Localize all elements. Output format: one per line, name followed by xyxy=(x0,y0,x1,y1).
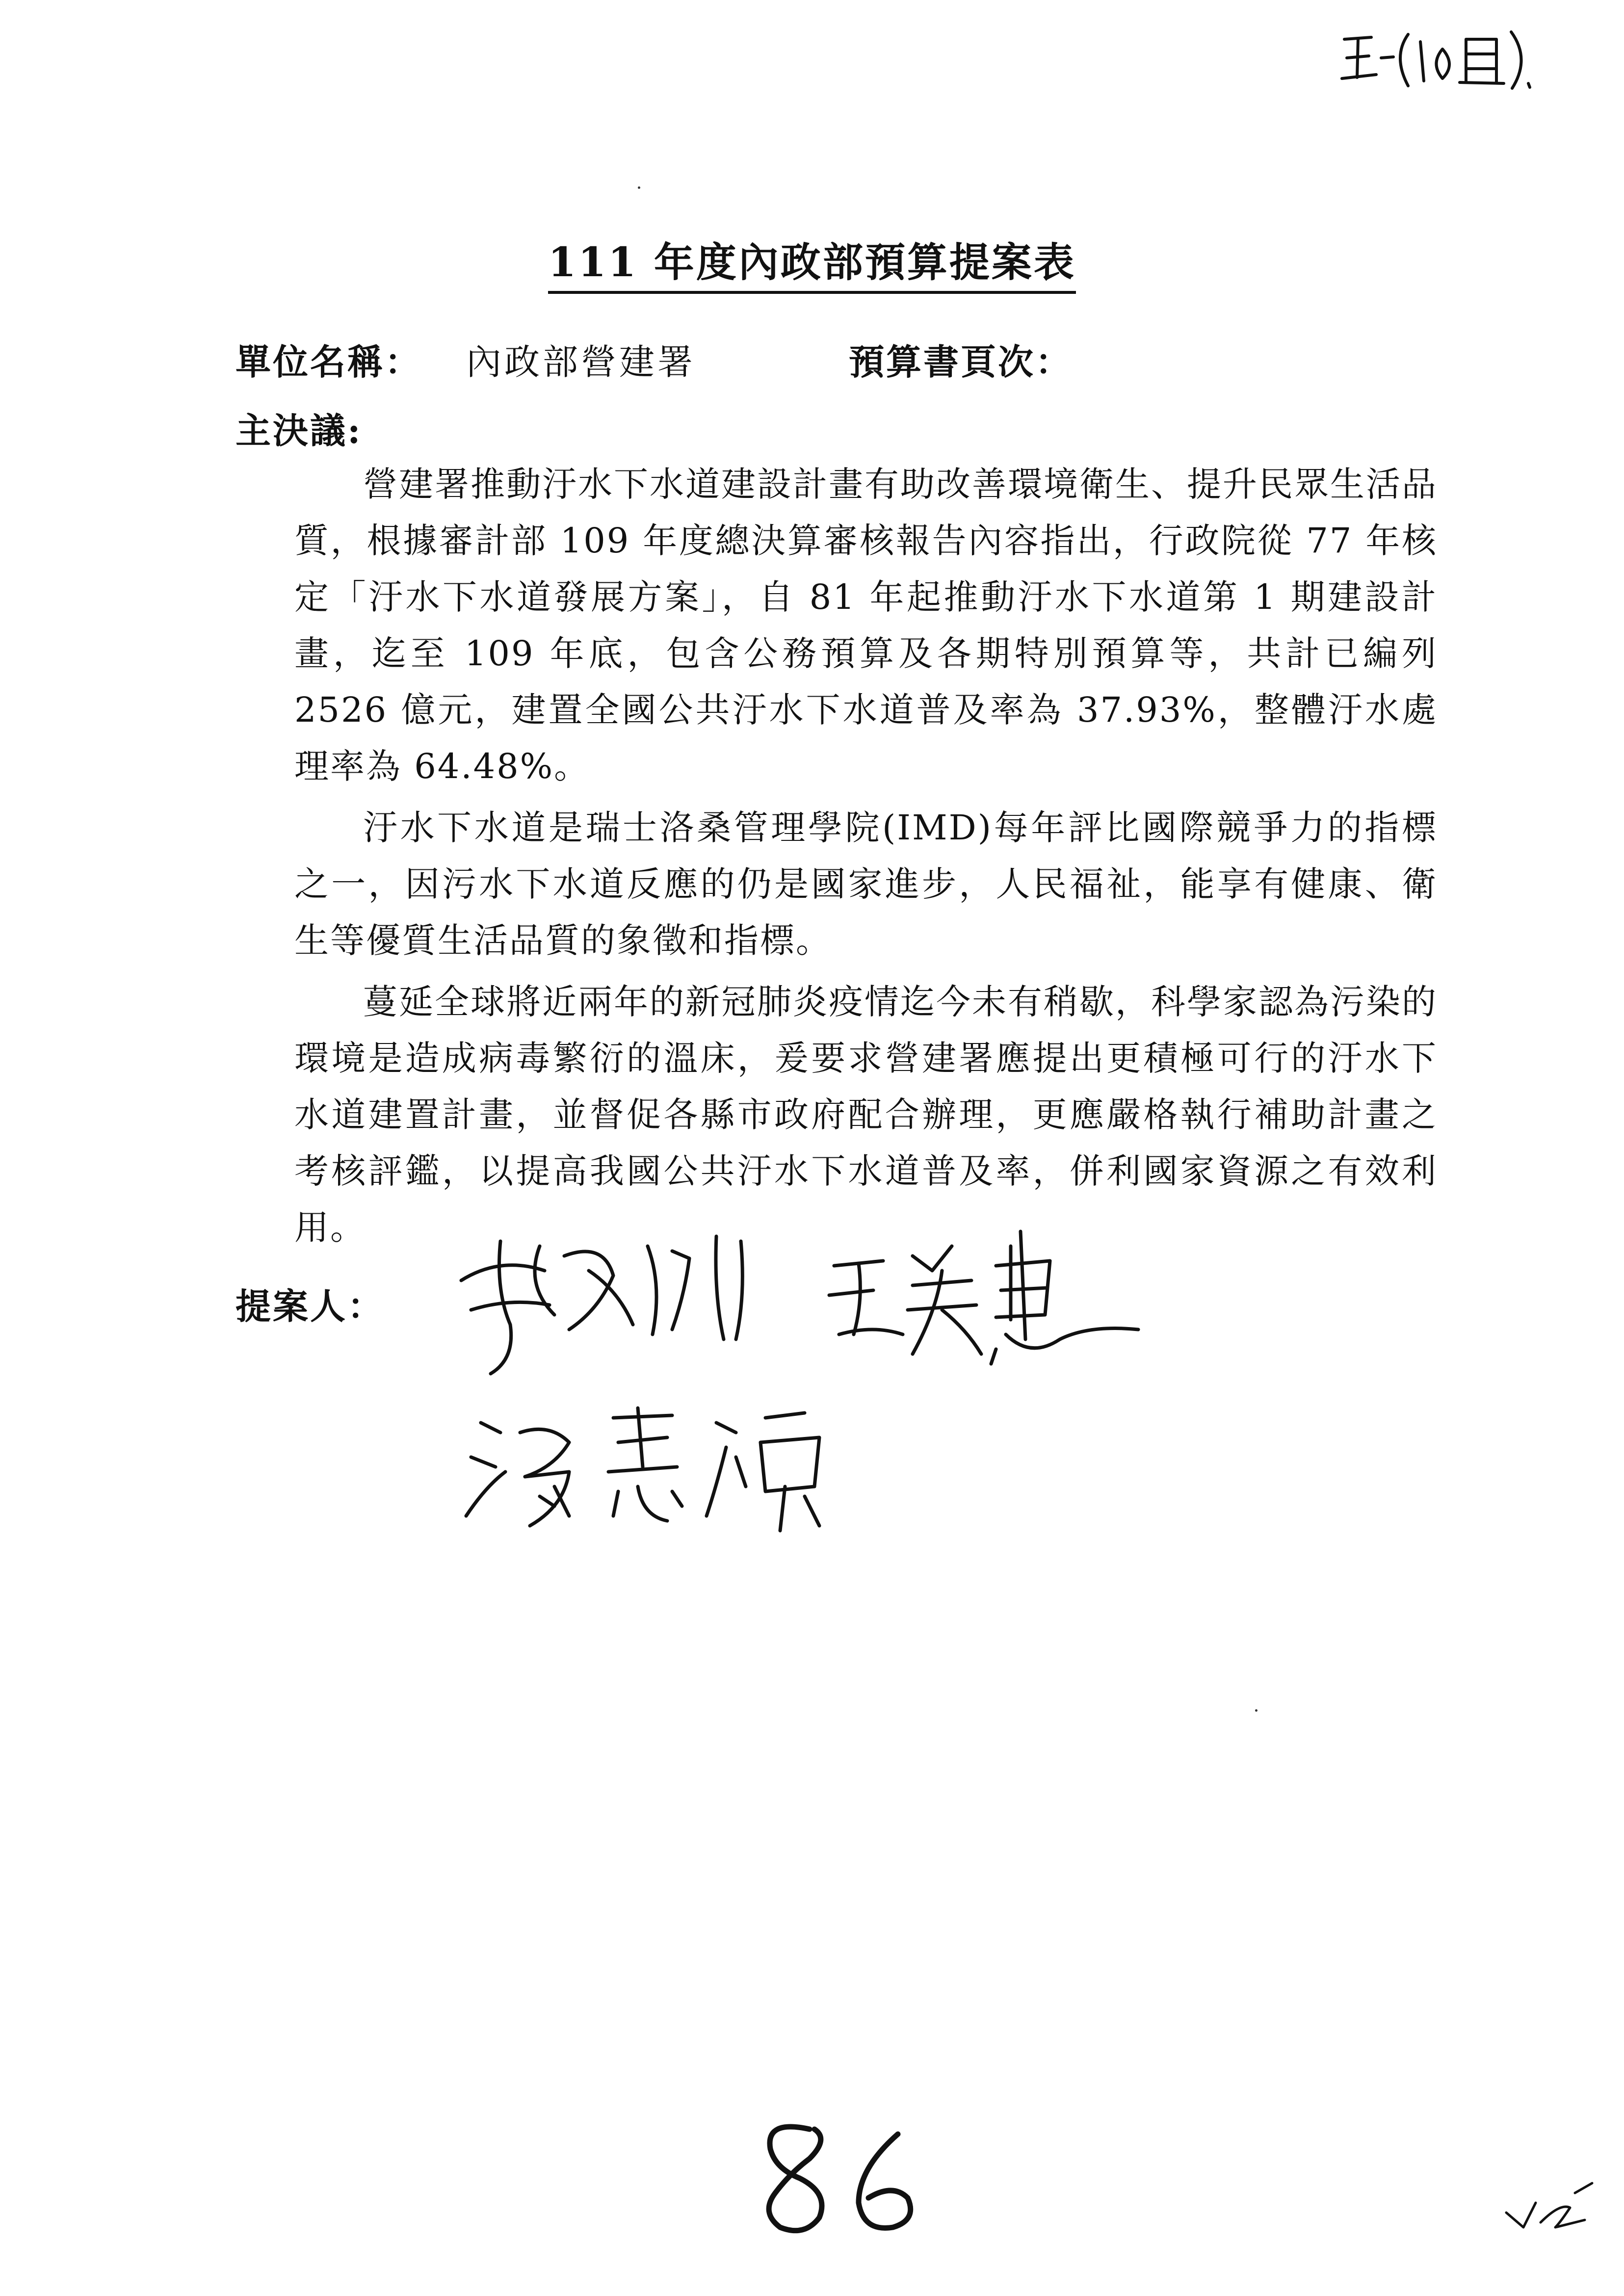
meta-row xyxy=(236,334,1462,383)
form-title xyxy=(0,231,1624,288)
proposer-label: 提案人： xyxy=(236,1285,385,1327)
handwritten-page-number xyxy=(736,2110,942,2247)
paragraph-1: 營建署推動汙水下水道建設計畫有助改善環境衛生、提升民眾生活品質，根據審計部 109 年度總決算審核報告內容指出，行政院從 77 年核定「汙水下水道發展方案」，自 81 年起推動汙水下水道第 1 期建設計畫，迄至 109 年底，包含公務預算及各期特別預算等，共計已編列 2526 億元，建置全國公共汙水下水道普及率為 37.93%，整體汙水處理率為 64.48%。 xyxy=(294,464,1438,786)
paragraph-2: 汙水下水道是瑞士洛桑管理學院(IMD)每年評比國際競爭力的指標之一，因污水下水道反應的仍是國家進步，人民福祉，能享有健康、衛生等優質生活品質的象徵和指標。 xyxy=(294,808,1438,961)
handwritten-signatures xyxy=(442,1212,1178,1555)
resolution-body xyxy=(294,456,1438,1261)
resolution-label: 主決議: xyxy=(236,410,363,451)
scan-speck xyxy=(1255,1709,1257,1712)
handwritten-corner-note xyxy=(1335,20,1541,93)
budget-page-label: 預算書頁次： xyxy=(849,341,1073,383)
unit-value: 內政部營建署 xyxy=(466,341,696,383)
handwritten-bottom-mark xyxy=(1501,2173,1599,2247)
paragraph-3: 蔓延全球將近兩年的新冠肺炎疫情迄今未有稍歇，科學家認為污染的環境是造成病毒繁衍的溫床，爰要求營建署應提出更積極可行的汙水下水道建置計畫，並督促各縣市政府配合辦理，更應嚴格執行補助計畫之考核評鑑，以提高我國公共汙水下水道普及率，併利國家資源之有效利用。 xyxy=(294,982,1438,1248)
scan-speck xyxy=(638,186,640,189)
form-title-text: 111 年度內政部預算提案表 xyxy=(548,239,1076,294)
unit-label: 單位名稱： xyxy=(236,341,422,383)
